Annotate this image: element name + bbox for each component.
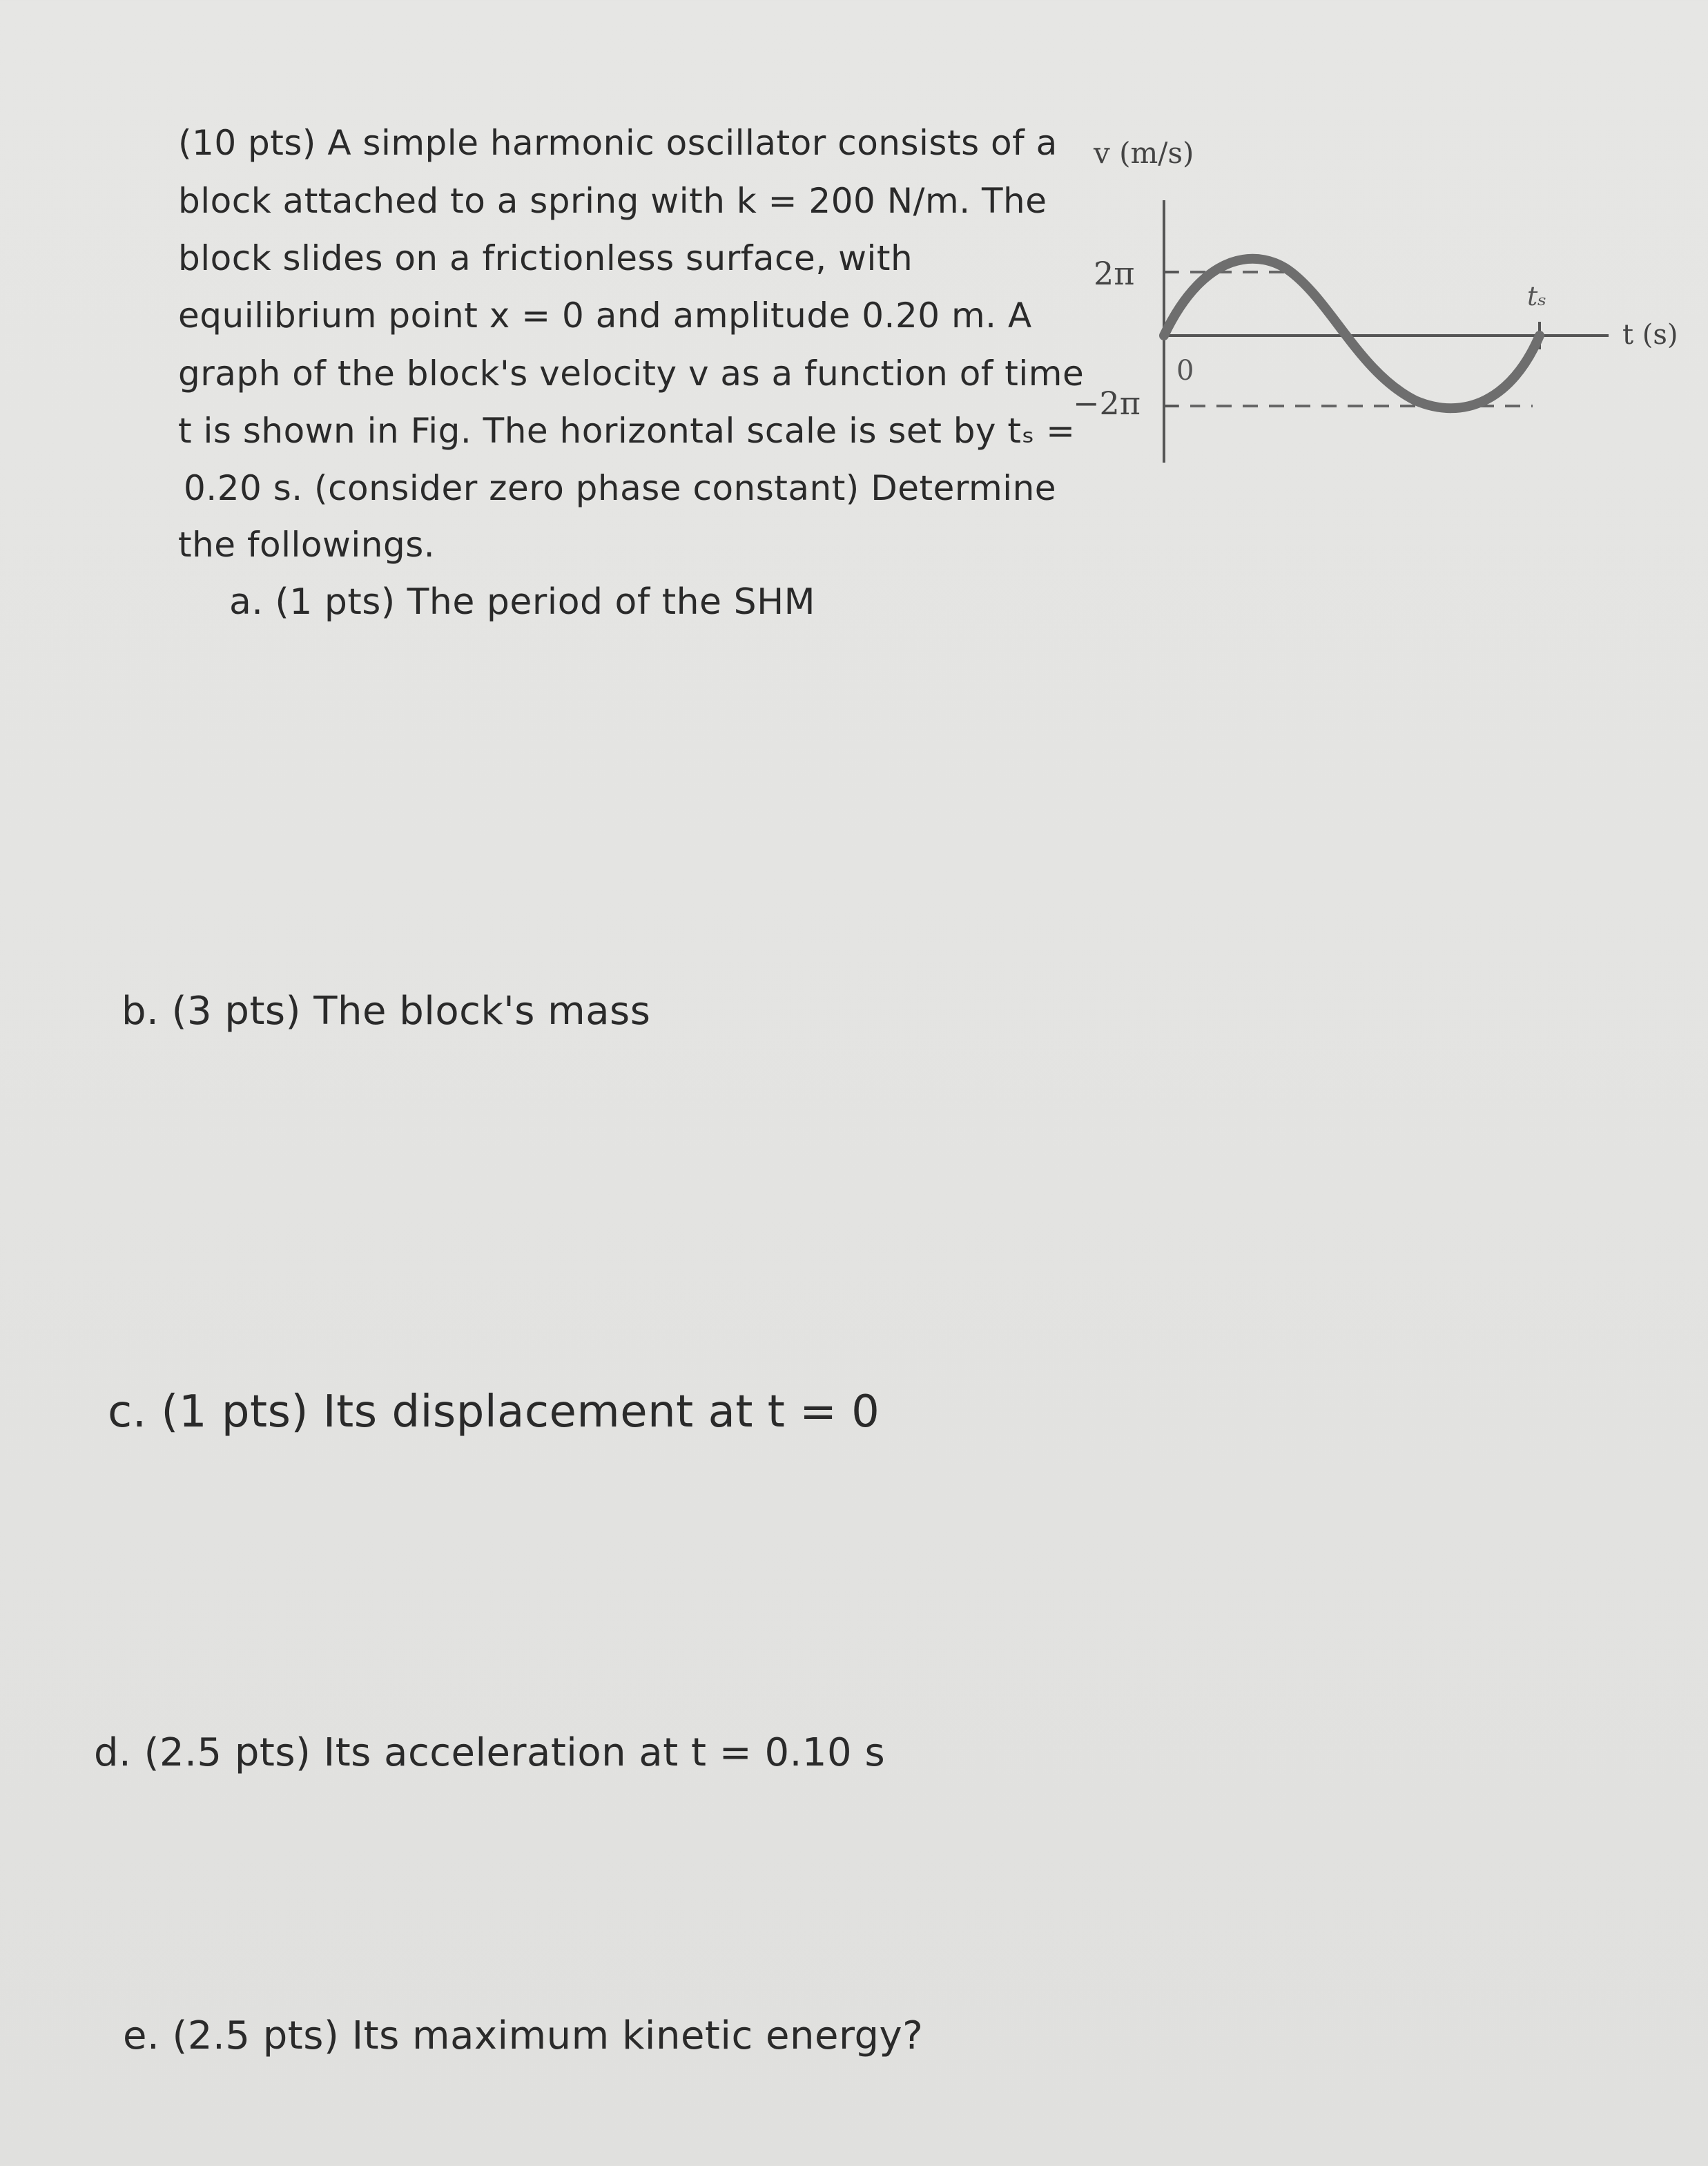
- question-d: d. (2.5 pts) Its acceleration at t = 0.10 s: [94, 1730, 886, 1775]
- x-axis-label: t (s): [1622, 319, 1678, 351]
- problem-line-4: equilibrium point x = 0 and amplitude 0.20 m. A: [178, 296, 1032, 336]
- question-a: a. (1 pts) The period of the SHM: [229, 581, 816, 623]
- problem-line-2: block attached to a spring with k = 200 N/m. The: [178, 181, 1047, 221]
- velocity-curve: [1164, 259, 1540, 408]
- velocity-time-graph: [1036, 124, 1708, 483]
- problem-line-7: 0.20 s. (consider zero phase constant) Determine: [184, 468, 1057, 508]
- origin-label: 0: [1176, 355, 1194, 387]
- y-tick-label-2pi: 2π: [1094, 255, 1135, 292]
- y-axis-label: v (m/s): [1094, 136, 1194, 170]
- problem-line-6: t is shown in Fig. The horizontal scale is set by tₛ =: [178, 411, 1076, 451]
- question-b: b. (3 pts) The block's mass: [122, 989, 651, 1034]
- problem-line-8: the followings.: [178, 525, 436, 565]
- problem-line-5: graph of the block's velocity v as a function of time: [178, 354, 1085, 394]
- x-tick-label-ts: tₛ: [1527, 281, 1547, 311]
- problem-line-1: (10 pts) A simple harmonic oscillator consists of a: [178, 123, 1058, 163]
- y-tick-label-minus-2pi: −2π: [1073, 385, 1141, 422]
- question-c: c. (1 pts) Its displacement at t = 0: [108, 1386, 880, 1438]
- problem-line-3: block slides on a frictionless surface, with: [178, 238, 913, 278]
- question-e: e. (2.5 pts) Its maximum kinetic energy?: [123, 2013, 924, 2058]
